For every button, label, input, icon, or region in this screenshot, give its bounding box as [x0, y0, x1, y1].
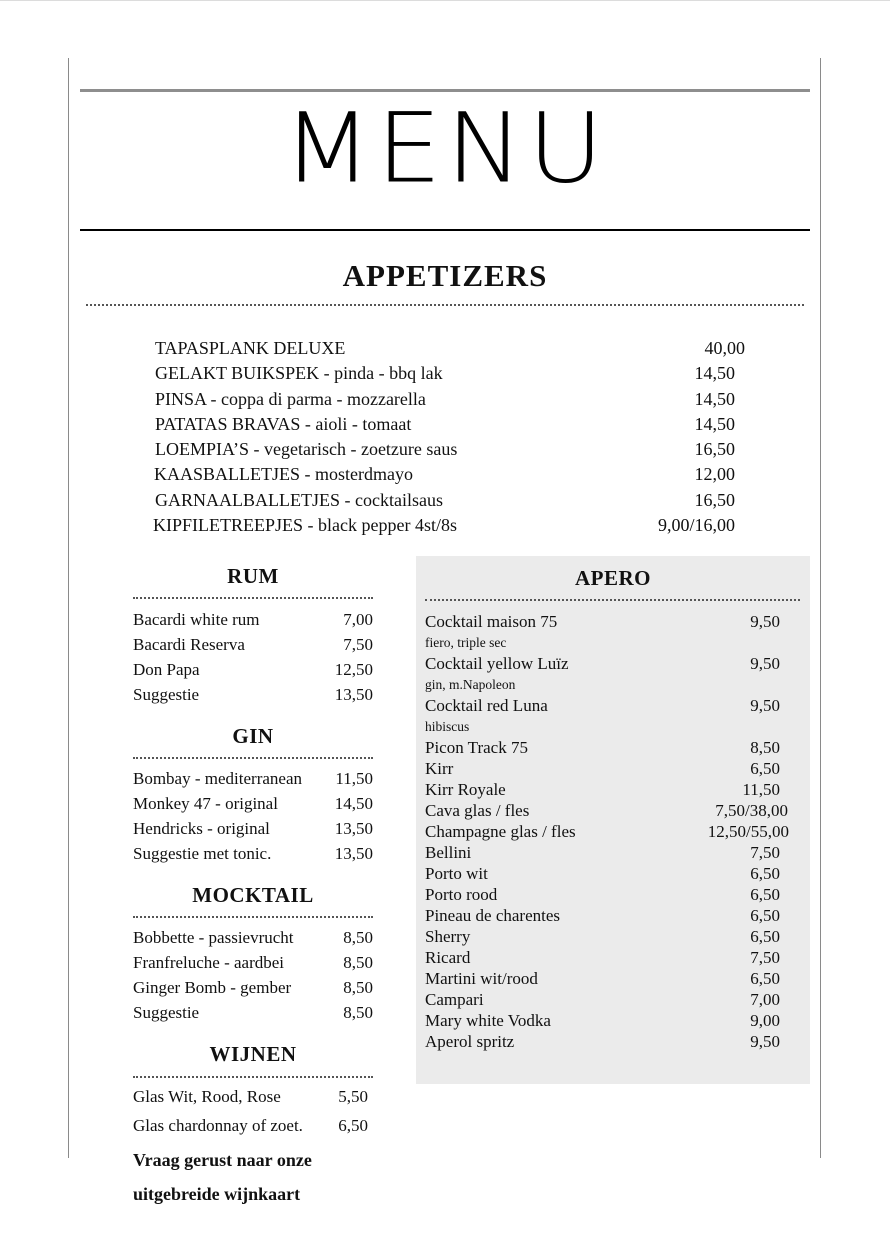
item-name: PATATAS BRAVAS - aioli - tomaat: [155, 413, 412, 434]
item-price: 12,50: [334, 660, 373, 679]
list-item: [133, 841, 373, 866]
item-price: 6,50: [750, 885, 780, 904]
mocktail-title: MOCKTAIL: [192, 883, 314, 907]
apero-title: APERO: [575, 566, 651, 590]
list-item: [155, 412, 735, 437]
item-price: 8,50: [750, 738, 780, 757]
item-price: 7,00: [343, 610, 373, 629]
item-name: GELAKT BUIKSPEK - pinda - bbq lak: [155, 363, 443, 384]
item-price: 9,50: [750, 1032, 780, 1051]
item-price: 9,00: [750, 1011, 780, 1030]
list-item: [425, 800, 788, 821]
list-item: [425, 695, 782, 716]
item-price: 7,00: [750, 990, 780, 1009]
item-price: 8,50: [343, 978, 373, 997]
apero-divider: [425, 599, 800, 601]
list-item: [425, 758, 782, 779]
list-item: [155, 361, 735, 386]
list-item: [154, 462, 735, 487]
list-item: [155, 488, 735, 513]
item-name: Picon Track 75: [425, 738, 528, 757]
item-price: 5,50: [338, 1087, 368, 1106]
item-price: 14,50: [694, 388, 735, 409]
list-item: [133, 950, 373, 975]
list-item: [155, 437, 735, 462]
wijnen-divider: [133, 1076, 373, 1078]
item-price: 6,50: [750, 969, 780, 988]
item-name: Suggestie: [133, 1003, 200, 1022]
item-price: 12,00: [694, 464, 735, 485]
list-item: [133, 791, 373, 816]
item-price: 6,50: [338, 1116, 368, 1135]
list-item: [425, 989, 782, 1010]
item-name: Bacardi Reserva: [133, 635, 245, 654]
list-item: [155, 336, 745, 361]
item-name: Bellini: [425, 843, 472, 862]
list-item: [425, 611, 782, 632]
list-item: [133, 1113, 368, 1142]
appetizers-divider: [86, 304, 804, 306]
item-price: 7,50: [343, 635, 373, 654]
item-price: 14,50: [694, 413, 735, 434]
item-name: Cava glas / fles: [425, 801, 530, 820]
wijnen-title: WIJNEN: [209, 1042, 297, 1066]
list-item: [133, 657, 373, 682]
list-item: [425, 653, 782, 674]
item-price: 16,50: [694, 439, 735, 460]
left-margin-line: [68, 58, 69, 1158]
gin-list: [133, 766, 373, 866]
item-price: 11,50: [335, 769, 373, 788]
item-price: 7,50: [750, 948, 780, 967]
gin-title: GIN: [232, 724, 274, 748]
item-name: Bombay - mediterranean: [133, 769, 302, 788]
item-price: 8,50: [343, 1003, 373, 1022]
item-name: Kirr Royale: [425, 780, 506, 799]
item-price: 6,50: [750, 906, 780, 925]
menu-title: MENU: [282, 91, 608, 205]
item-name: Don Papa: [133, 660, 200, 679]
item-name: Suggestie met tonic.: [133, 844, 272, 863]
item-name: Porto wit: [425, 864, 488, 883]
item-price: 12,50/55,00: [707, 822, 789, 841]
item-name: Sherry: [425, 927, 471, 946]
item-name: Bobbette - passievrucht: [133, 928, 294, 947]
item-description: gin, m.Napoleon: [425, 677, 516, 692]
header-bottom-rule: [80, 229, 810, 231]
item-price: 13,50: [334, 819, 373, 838]
list-item: [425, 1010, 782, 1031]
item-price: 7,50/38,00: [715, 801, 788, 820]
item-price: 8,50: [343, 953, 373, 972]
list-item: [425, 1031, 782, 1052]
list-item: [155, 387, 735, 412]
item-price: 9,00/16,00: [657, 515, 735, 536]
item-name: GARNAALBALLETJES - cocktailsaus: [155, 489, 443, 510]
item-price: 13,50: [334, 844, 373, 863]
item-name: Ricard: [425, 948, 471, 967]
item-price: 9,50: [750, 654, 780, 673]
item-name: Porto rood: [425, 885, 498, 904]
item-price: 8,50: [343, 928, 373, 947]
list-item: [425, 821, 789, 842]
list-item: [425, 905, 782, 926]
item-description: hibiscus: [425, 719, 470, 734]
list-item: [133, 1084, 368, 1113]
list-item: [425, 842, 782, 863]
item-price: 9,50: [750, 696, 780, 715]
list-item: [133, 607, 373, 632]
rum-divider: [133, 597, 373, 599]
item-price: 6,50: [750, 864, 780, 883]
gin-divider: [133, 757, 373, 759]
list-item: [425, 863, 782, 884]
page-top-border: [0, 0, 890, 1]
item-price: 6,50: [750, 927, 780, 946]
mocktail-divider: [133, 916, 373, 918]
item-name: LOEMPIA’S - vegetarisch - zoetzure saus: [155, 439, 458, 460]
item-name: TAPASPLANK DELUXE: [155, 338, 346, 358]
appetizers-list: [150, 336, 745, 538]
list-item: [133, 682, 373, 707]
list-item: [133, 816, 373, 841]
item-name: Bacardi white rum: [133, 610, 260, 629]
item-name: PINSA - coppa di parma - mozzarella: [155, 388, 426, 409]
mocktail-list: [133, 925, 373, 1025]
item-name: Suggestie: [133, 685, 200, 704]
item-name: Cocktail yellow Luïz: [425, 654, 569, 673]
list-item: [425, 947, 782, 968]
list-item: [425, 779, 782, 800]
apero-list: [425, 611, 789, 1052]
list-item: [133, 925, 373, 950]
item-price: 11,50: [742, 780, 780, 799]
item-name: Aperol spritz: [425, 1032, 515, 1051]
list-item: [425, 737, 782, 758]
item-name: Martini wit/rood: [425, 969, 538, 988]
item-name: Monkey 47 - original: [133, 794, 278, 813]
item-name: Campari: [425, 990, 484, 1009]
item-description: fiero, triple sec: [425, 635, 507, 650]
item-name: Glas Wit, Rood, Rose: [133, 1087, 281, 1106]
rum-title: RUM: [227, 564, 279, 588]
list-item: [133, 1000, 373, 1025]
note-line: uitgebreide wijnkaart: [133, 1184, 301, 1204]
list-item: [133, 632, 373, 657]
item-name: Mary white Vodka: [425, 1011, 551, 1030]
list-item: [133, 766, 373, 791]
item-price: 7,50: [750, 843, 780, 862]
list-item: [133, 975, 373, 1000]
item-name: Kirr: [425, 759, 454, 778]
item-name: Champagne glas / fles: [425, 822, 576, 841]
item-name: Cocktail red Luna: [425, 696, 548, 715]
item-name: Franfreluche - aardbei: [133, 953, 285, 972]
item-name: KAASBALLETJES - mosterdmayo: [154, 464, 413, 485]
right-margin-line: [820, 58, 821, 1158]
item-price: 13,50: [334, 685, 373, 704]
item-price: 16,50: [694, 489, 735, 510]
rum-list: [133, 607, 373, 707]
list-item: [425, 884, 782, 905]
item-name: KIPFILETREEPJES - black pepper 4st/8s: [153, 515, 457, 536]
item-name: Cocktail maison 75: [425, 612, 558, 631]
item-name: Ginger Bomb - gember: [133, 978, 292, 997]
item-name: Pineau de charentes: [425, 906, 560, 925]
note-line: Vraag gerust naar onze: [133, 1150, 312, 1170]
appetizers-title: APPETIZERS: [342, 258, 548, 293]
list-item: [425, 968, 782, 989]
list-item: [425, 926, 782, 947]
item-name: Hendricks - original: [133, 819, 270, 838]
wijnen-list: [133, 1084, 368, 1142]
item-name: Glas chardonnay of zoet.: [133, 1116, 303, 1135]
list-item: [153, 513, 735, 538]
item-price: 14,50: [334, 794, 373, 813]
item-price: 40,00: [704, 338, 745, 358]
item-price: 14,50: [694, 363, 735, 384]
wine-list-note: [133, 1143, 393, 1211]
item-price: 6,50: [750, 759, 780, 778]
item-price: 9,50: [750, 612, 780, 631]
